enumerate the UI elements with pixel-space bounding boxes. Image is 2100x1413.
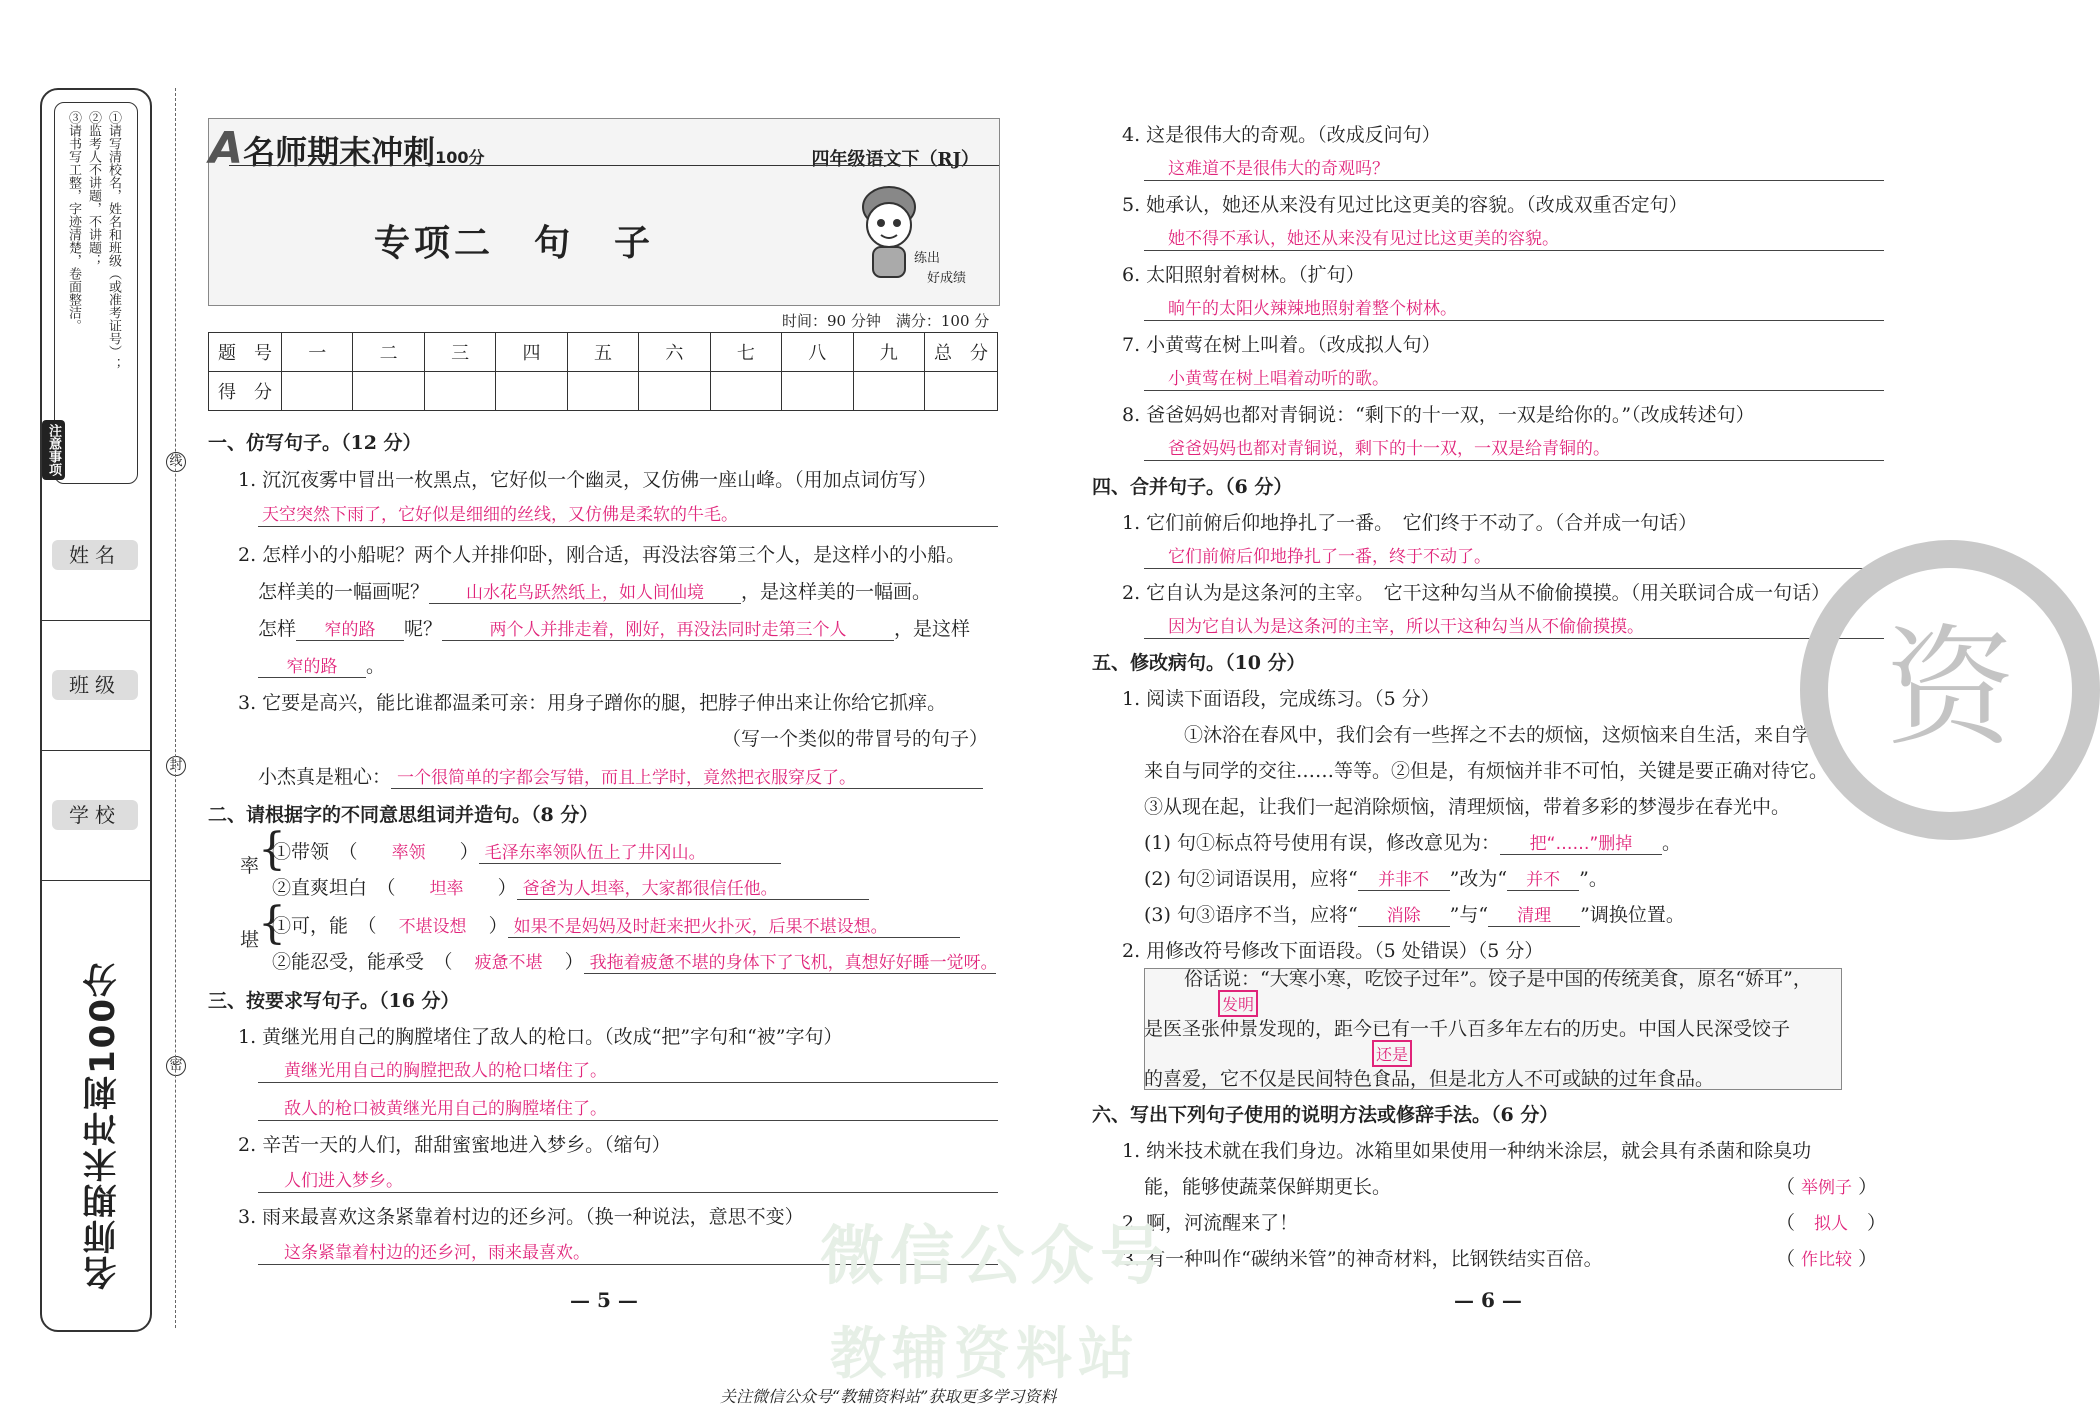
brace-icon: { <box>258 824 286 875</box>
section-1-title: 一、仿写句子。（12 分） <box>208 432 422 454</box>
s3-answer-1a: 黄继光用自己的胸膛把敌人的枪口堵住了。 <box>284 1061 607 1081</box>
s5-passage-line-1: ①沐浴在春风中，我们会有一些挥之不去的烦恼，这烦恼来自生活，来自学习， <box>1184 724 1850 746</box>
s6-answer-2-wrap: （ 拟人 ） <box>1776 1212 1887 1234</box>
page-number-right: — 6 — <box>1454 1288 1522 1312</box>
watermark-line-1: 微信公众号 <box>820 1220 1170 1294</box>
s4-question-2: 2. 它自认为是这条河的主宰。 它干这种勾当从不偷偷摸摸。（用关联词合成一句话） <box>1122 582 1831 604</box>
class-label: 班级 <box>52 670 138 700</box>
s2-char-2: 堪 <box>240 929 260 951</box>
score-header-row <box>209 333 998 372</box>
s2-row-4: ②能忍受，能承受 （ 疲惫不堪 ） 我拖着疲惫不堪的身体下了飞机，真想好好睡一觉呀。 <box>272 947 996 974</box>
s3-answer-6: 晌午的太阳火辣辣地照射着整个树林。 <box>1168 299 1457 319</box>
section-5-title: 五、修改病句。（10 分） <box>1092 652 1306 674</box>
s1-q2c-answer-2: 两个人并排走着，刚好，再没法同时走第三个人 <box>442 615 894 641</box>
s1-question-1: 1. 沉沉夜雾中冒出一枚黑点，它好似一个幽灵，又仿佛一座山峰。（用加点词仿写） <box>238 469 937 491</box>
s3-answer-2: 人们进入梦乡。 <box>284 1171 403 1191</box>
score-input[interactable] <box>424 372 495 411</box>
s5-question-2: 2. 用修改符号修改下面语段。（5 处错误）（5 分） <box>1122 940 1544 962</box>
s1-q2b-answer: 山水花鸟跃然纸上，如人间仙境 <box>429 578 741 604</box>
s3-answer-line-2 <box>258 1166 998 1193</box>
s1-q2d-answer: 窄的路 <box>258 652 366 678</box>
s5-edit-line-3: 的喜爱，它不仅是民间特色食品，但是北方人不可或缺的过年食品。 <box>1144 1068 1715 1090</box>
score-input[interactable] <box>853 372 925 411</box>
time-info: 时间：90 分钟 满分：100 分 <box>782 312 990 330</box>
s5-correction-2: 还是 <box>1372 1040 1412 1067</box>
s6-question-1b: 能，能够使蔬菜保鲜期更长。 <box>1144 1176 1392 1198</box>
score-cell: 题 号 <box>209 333 282 372</box>
s3-answer-3: 这条紧靠着村边的还乡河，雨来最喜欢。 <box>284 1243 590 1263</box>
score-row-label: 得 分 <box>209 372 282 411</box>
score-input[interactable] <box>710 372 781 411</box>
score-cell: 五 <box>567 333 638 372</box>
s1-q2c-answer-1: 窄的路 <box>296 615 404 641</box>
stamp-text: 资 <box>1884 612 2015 764</box>
score-input[interactable] <box>639 372 710 411</box>
binding-mark-1: 线 <box>166 452 186 472</box>
score-input[interactable] <box>567 372 638 411</box>
score-input[interactable] <box>782 372 853 411</box>
s1-q2-line-c: 怎样 窄的路 呢？ 两个人并排走着，刚好，再没法同时走第三个人 ，是这样 <box>258 614 970 641</box>
mascot-text-1: 练出 <box>914 251 941 266</box>
section-3-title: 三、按要求写句子。（16 分） <box>208 990 460 1012</box>
notice-item-1: ①请写清校名，姓名和班级（或准考证号）； <box>106 111 121 371</box>
header-brand: A名师期末冲刺100分 <box>209 123 485 174</box>
s1-answer-line-1 <box>258 500 998 527</box>
notice-box <box>54 102 138 484</box>
name-label: 姓名 <box>52 540 138 570</box>
s6-answer-3: 作比较 <box>1801 1250 1853 1270</box>
s1-question-3-note: （写一个类似的带冒号的句子） <box>722 728 989 750</box>
footer-note: 关注微信公众号“教辅资料站”获取更多学习资料 <box>720 1387 1057 1406</box>
s3-question-5: 5. 她承认，她还从来没有见过比这更美的容貌。（改成双重否定句） <box>1122 194 1688 216</box>
s3-question-7: 7. 小黄莺在树上叫着。（改成拟人句） <box>1122 334 1441 356</box>
s1-question-3: 3. 它要是高兴，能比谁都温柔可亲：用身子蹭你的腿，把脖子伸出来让你给它抓痒。 <box>238 692 947 714</box>
s4-answer-2: 因为它自认为是这条河的主宰，所以干这种勾当从不偷偷摸摸。 <box>1168 617 1644 637</box>
mascot-text-2: 好成绩 <box>927 271 967 286</box>
s6-question-2: 2. 啊，河流醒来了！ <box>1122 1212 1299 1234</box>
brace-icon: { <box>258 898 286 949</box>
section-4-title: 四、合并句子。（6 分） <box>1092 476 1293 498</box>
s4-answer-1: 它们前俯后仰地挣扎了一番，终于不动了。 <box>1168 547 1491 567</box>
binding-mark-2: 封 <box>166 756 186 776</box>
s3-question-2: 2. 辛苦一天的人们，甜甜蜜蜜地进入梦乡。（缩句） <box>238 1134 671 1156</box>
s3-answer-line-6 <box>1144 294 1884 321</box>
score-input[interactable] <box>353 372 424 411</box>
s5-sub-3-answer-1: 消除 <box>1358 901 1450 927</box>
score-cell: 一 <box>282 333 353 372</box>
s3-answer-line-4 <box>1144 154 1884 181</box>
s5-question-1: 1. 阅读下面语段，完成练习。（5 分） <box>1122 688 1440 710</box>
s3-question-4: 4. 这是很伟大的奇观。（改成反问句） <box>1122 124 1441 146</box>
s2-r1-word: 率领 <box>391 843 426 863</box>
s2-r2-word: 坦率 <box>429 879 464 899</box>
s2-k2-word: 疲惫不堪 <box>474 953 543 973</box>
score-cell: 四 <box>496 333 567 372</box>
s2-k1-word: 不堪设想 <box>398 917 467 937</box>
s5-sub-2: (2) 句②词语误用，应将“ 并非不 ”改为“ 并不 ”。 <box>1144 864 1608 891</box>
s3-question-1: 1. 黄继光用自己的胸膛堵住了敌人的枪口。（改成“把”字句和“被”字句） <box>238 1026 843 1048</box>
sidebar-brand: 名师期末冲刺100分 <box>83 961 123 1290</box>
s3-question-3: 3. 雨来最喜欢这条紧靠着村边的还乡河。（换一种说法，意思不变） <box>238 1206 804 1228</box>
s1-q3-answer: 一个很简单的字都会写错，而且上学时，竟然把衣服穿反了。 <box>391 763 983 789</box>
s6-question-1a: 1. 纳米技术就在我们身边。冰箱里如果使用一种纳米涂层，就会具有杀菌和除臭功 <box>1122 1140 1812 1162</box>
s2-r2-sentence: 爸爸为人坦率，大家都很信任他。 <box>517 874 869 900</box>
score-cell: 二 <box>353 333 424 372</box>
binding-mark-3: 密 <box>166 1056 186 1076</box>
s3-answer-line-1b <box>258 1094 998 1121</box>
s2-row-1: ①带领 （ 率领 ） 毛泽东率领队伍上了井冈山。 <box>272 837 781 864</box>
s6-question-3: 3. 有一种叫作“碳纳米管”的神奇材料，比钢铁结实百倍。 <box>1122 1248 1603 1270</box>
grade-label: 四年级语文下（RJ） <box>811 149 979 170</box>
s5-sub-2-answer-1: 并非不 <box>1358 865 1450 891</box>
score-cell: 六 <box>639 333 710 372</box>
s6-answer-2: 拟人 <box>1814 1214 1849 1234</box>
s1-answer-1: 天空突然下雨了，它好似是细细的丝线，又仿佛是柔软的牛毛。 <box>262 505 738 525</box>
s2-k2-sentence: 我拖着疲惫不堪的身体下了飞机，真想好好睡一觉呀。 <box>584 948 996 974</box>
score-cell: 八 <box>782 333 853 372</box>
stamp-watermark <box>1800 540 2100 840</box>
s2-char-1: 率 <box>240 855 260 877</box>
s3-answer-line-5 <box>1144 224 1884 251</box>
s5-sub-1: (1) 句①标点符号使用有误，修改意见为： 把“……”删掉 。 <box>1144 828 1681 855</box>
score-table <box>208 332 998 411</box>
score-value-row <box>209 372 998 411</box>
s1-q2-line-d: 窄的路 。 <box>258 651 385 678</box>
s2-r1-sentence: 毛泽东率领队伍上了井冈山。 <box>479 838 781 864</box>
page-title: 专项二 句 子 <box>374 223 655 264</box>
s1-q2-line-b: 怎样美的一幅画呢？ 山水花鸟跃然纸上，如人间仙境 ，是这样美的一幅画。 <box>258 577 931 604</box>
s3-answer-5: 她不得不承认，她还从来没有见过比这更美的容貌。 <box>1168 229 1559 249</box>
s5-sub-1-answer: 把“……”删掉 <box>1500 829 1662 855</box>
s4-answer-line-1 <box>1144 542 1884 569</box>
s6-answer-1-wrap: （ 举例子 ） <box>1776 1176 1878 1198</box>
score-cell: 七 <box>710 333 781 372</box>
s2-row-2: ②直爽坦白 （ 坦率 ） 爸爸为人坦率，大家都很信任他。 <box>272 873 869 900</box>
s3-answer-line-8 <box>1144 434 1884 461</box>
s5-edit-line-2: 是医圣张仲景发现的，距今已有一千八百多年左右的历史。中国人民深受饺子 <box>1144 1018 1791 1040</box>
binding-sidebar <box>40 88 152 1332</box>
s3-answer-1b: 敌人的枪口被黄继光用自己的胸膛堵住了。 <box>284 1099 607 1119</box>
header-banner <box>208 118 1000 306</box>
notice-item-2: ②监考人不讲题，不讲题； <box>86 111 101 267</box>
s4-question-1: 1. 它们前俯后仰地挣扎了一番。 它们终于不动了。（合并成一句话） <box>1122 512 1698 534</box>
section-6-title: 六、写出下列句子使用的说明方法或修辞手法。（6 分） <box>1092 1104 1559 1126</box>
score-cell: 总 分 <box>925 333 998 372</box>
s5-sub-2-answer-2: 并不 <box>1507 865 1579 891</box>
score-input[interactable] <box>282 372 353 411</box>
s3-answer-4: 这难道不是很伟大的奇观吗？ <box>1168 159 1389 179</box>
s3-answer-line-1a <box>258 1056 998 1083</box>
watermark-line-2: 教辅资料站 <box>830 1322 1140 1387</box>
s3-answer-line-7 <box>1144 364 1884 391</box>
section-2-title: 二、请根据字的不同意思组词并造句。（8 分） <box>208 804 599 826</box>
s1-q3-answer-line: 小杰真是粗心： 一个很简单的字都会写错，而且上学时，竟然把衣服穿反了。 <box>258 762 983 789</box>
score-input[interactable] <box>925 372 998 411</box>
s3-question-8: 8. 爸爸妈妈也都对青铜说：“剩下的十一双，一双是给你的。”（改成转述句） <box>1122 404 1755 426</box>
s4-answer-line-2 <box>1144 612 1884 639</box>
notice-item-3: ③请书写工整，字迹清楚，卷面整洁。 <box>66 111 81 332</box>
s5-sub-3-answer-2: 清理 <box>1488 901 1580 927</box>
page-number-left: — 5 — <box>570 1288 638 1312</box>
s2-k1-sentence: 如果不是妈妈及时赶来把火扑灭，后果不堪设想。 <box>508 912 960 938</box>
s2-row-3: ①可，能 （ 不堪设想 ） 如果不是妈妈及时赶来把火扑灭，后果不堪设想。 <box>272 911 960 938</box>
s5-edit-line-1: 俗话说：“大寒小寒，吃饺子过年”。饺子是中国的传统美食，原名“娇耳”， <box>1184 968 1812 990</box>
score-input[interactable] <box>496 372 567 411</box>
s3-question-6: 6. 太阳照射着树林。（扩句） <box>1122 264 1365 286</box>
s3-answer-8: 爸爸妈妈也都对青铜说，剩下的十一双，一双是给青铜的。 <box>1168 439 1610 459</box>
s1-question-2: 2. 怎样小的小船呢？两个人并排仰卧，刚合适，再没法容第三个人，是这样小的小船。 <box>238 544 966 566</box>
s5-passage-line-3: ③从现在起，让我们一起消除烦恼，清理烦恼，带着多彩的梦漫步在春光中。 <box>1144 796 1791 818</box>
s5-passage-line-2: 来自与同学的交往……等等。②但是，有烦恼并非不可怕，关键是要正确对待它。 <box>1144 760 1829 782</box>
s6-answer-3-wrap: （ 作比较 ） <box>1776 1248 1878 1270</box>
s5-correction-1: 发明 <box>1218 990 1258 1017</box>
s3-answer-7: 小黄莺在树上唱着动听的歌。 <box>1168 369 1389 389</box>
notice-label: 注意事项 <box>42 420 65 480</box>
binding-line <box>175 88 176 1328</box>
score-cell: 九 <box>853 333 925 372</box>
s6-answer-1: 举例子 <box>1801 1178 1853 1198</box>
s5-sub-3: (3) 句③语序不当，应将“ 消除 ”与“ 清理 ”调换位置。 <box>1144 900 1685 927</box>
school-label: 学校 <box>52 800 138 830</box>
score-cell: 三 <box>424 333 495 372</box>
